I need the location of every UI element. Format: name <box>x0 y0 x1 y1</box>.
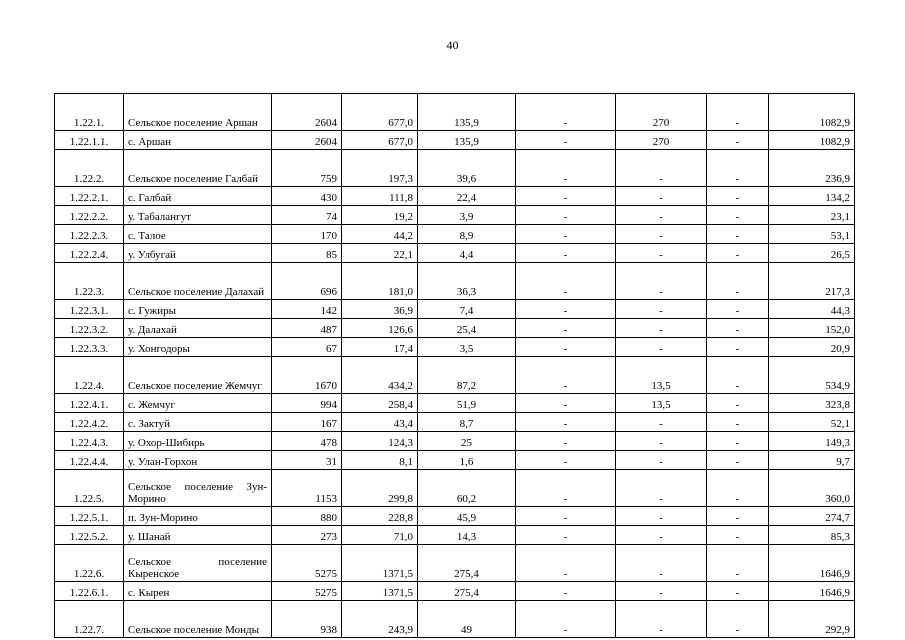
value-cell-5: - <box>707 131 769 150</box>
value-cell-2: 25 <box>418 432 516 451</box>
value-cell-1: 43,4 <box>342 413 418 432</box>
total-cell: 292,9 <box>769 601 855 638</box>
value-cell-2: 36,3 <box>418 263 516 300</box>
value-cell-1: 111,8 <box>342 187 418 206</box>
value-cell-2: 135,9 <box>418 94 516 131</box>
value-cell-5: - <box>707 432 769 451</box>
value-cell-3: - <box>516 206 616 225</box>
population-cell: 167 <box>272 413 342 432</box>
total-cell: 44,3 <box>769 300 855 319</box>
total-cell: 52,1 <box>769 413 855 432</box>
value-cell-4: - <box>616 413 707 432</box>
code-cell: 1.22.5.2. <box>55 526 124 545</box>
table-row <box>55 150 855 187</box>
value-cell-2: 4,4 <box>418 244 516 263</box>
value-cell-2: 135,9 <box>418 131 516 150</box>
value-cell-3: - <box>516 187 616 206</box>
name-cell: с. Гужиры <box>124 300 272 319</box>
table-row <box>55 413 855 432</box>
value-cell-3: - <box>516 582 616 601</box>
table-row <box>55 187 855 206</box>
value-cell-5: - <box>707 206 769 225</box>
population-cell: 85 <box>272 244 342 263</box>
value-cell-5: - <box>707 451 769 470</box>
value-cell-4: - <box>616 225 707 244</box>
value-cell-5: - <box>707 300 769 319</box>
value-cell-4: 270 <box>616 131 707 150</box>
value-cell-1: 8,1 <box>342 451 418 470</box>
code-cell: 1.22.5.1. <box>55 507 124 526</box>
code-cell: 1.22.6.1. <box>55 582 124 601</box>
value-cell-5: - <box>707 225 769 244</box>
value-cell-1: 677,0 <box>342 94 418 131</box>
value-cell-5: - <box>707 338 769 357</box>
value-cell-5: - <box>707 244 769 263</box>
name-cell: у. Охор-Шибирь <box>124 432 272 451</box>
value-cell-1: 71,0 <box>342 526 418 545</box>
value-cell-3: - <box>516 526 616 545</box>
value-cell-3: - <box>516 432 616 451</box>
value-cell-2: 14,3 <box>418 526 516 545</box>
total-cell: 1082,9 <box>769 94 855 131</box>
code-cell: 1.22.4.4. <box>55 451 124 470</box>
value-cell-3: - <box>516 545 616 582</box>
value-cell-5: - <box>707 526 769 545</box>
total-cell: 236,9 <box>769 150 855 187</box>
value-cell-1: 434,2 <box>342 357 418 394</box>
table-row <box>55 601 855 638</box>
total-cell: 149,3 <box>769 432 855 451</box>
code-cell: 1.22.7. <box>55 601 124 638</box>
value-cell-4: - <box>616 206 707 225</box>
value-cell-1: 299,8 <box>342 470 418 507</box>
value-cell-2: 60,2 <box>418 470 516 507</box>
value-cell-1: 1371,5 <box>342 545 418 582</box>
code-cell: 1.22.1.1. <box>55 131 124 150</box>
table-row <box>55 394 855 413</box>
code-cell: 1.22.3.1. <box>55 300 124 319</box>
population-cell: 938 <box>272 601 342 638</box>
value-cell-2: 3,5 <box>418 338 516 357</box>
table-row <box>55 357 855 394</box>
value-cell-4: - <box>616 526 707 545</box>
value-cell-5: - <box>707 319 769 338</box>
value-cell-2: 3,9 <box>418 206 516 225</box>
population-cell: 1670 <box>272 357 342 394</box>
total-cell: 217,3 <box>769 263 855 300</box>
population-cell: 487 <box>272 319 342 338</box>
table-row <box>55 94 855 131</box>
population-cell: 74 <box>272 206 342 225</box>
total-cell: 23,1 <box>769 206 855 225</box>
total-cell: 323,8 <box>769 394 855 413</box>
code-cell: 1.22.1. <box>55 94 124 131</box>
value-cell-4: - <box>616 507 707 526</box>
value-cell-4: 13,5 <box>616 394 707 413</box>
value-cell-4: - <box>616 601 707 638</box>
value-cell-4: - <box>616 150 707 187</box>
value-cell-4: - <box>616 470 707 507</box>
total-cell: 1082,9 <box>769 131 855 150</box>
value-cell-1: 181,0 <box>342 263 418 300</box>
value-cell-4: - <box>616 263 707 300</box>
value-cell-4: - <box>616 338 707 357</box>
table-row <box>55 470 855 507</box>
value-cell-4: - <box>616 319 707 338</box>
table-row <box>55 432 855 451</box>
table-body <box>55 94 855 638</box>
value-cell-5: - <box>707 394 769 413</box>
table-row <box>55 338 855 357</box>
population-cell: 142 <box>272 300 342 319</box>
value-cell-3: - <box>516 319 616 338</box>
total-cell: 534,9 <box>769 357 855 394</box>
value-cell-2: 8,9 <box>418 225 516 244</box>
value-cell-5: - <box>707 582 769 601</box>
total-cell: 85,3 <box>769 526 855 545</box>
name-cell: Сельское поселение Аршан <box>124 94 272 131</box>
table-row <box>55 131 855 150</box>
value-cell-5: - <box>707 470 769 507</box>
value-cell-1: 243,9 <box>342 601 418 638</box>
value-cell-4: - <box>616 300 707 319</box>
value-cell-3: - <box>516 263 616 300</box>
settlements-table <box>54 93 855 638</box>
total-cell: 360,0 <box>769 470 855 507</box>
value-cell-2: 51,9 <box>418 394 516 413</box>
value-cell-2: 25,4 <box>418 319 516 338</box>
value-cell-1: 22,1 <box>342 244 418 263</box>
value-cell-1: 126,6 <box>342 319 418 338</box>
value-cell-1: 1371,5 <box>342 582 418 601</box>
value-cell-5: - <box>707 150 769 187</box>
value-cell-1: 197,3 <box>342 150 418 187</box>
value-cell-4: - <box>616 187 707 206</box>
code-cell: 1.22.2.2. <box>55 206 124 225</box>
value-cell-2: 1,6 <box>418 451 516 470</box>
value-cell-5: - <box>707 507 769 526</box>
population-cell: 1153 <box>272 470 342 507</box>
code-cell: 1.22.4.3. <box>55 432 124 451</box>
population-cell: 67 <box>272 338 342 357</box>
population-cell: 2604 <box>272 131 342 150</box>
code-cell: 1.22.2.3. <box>55 225 124 244</box>
table-row <box>55 263 855 300</box>
code-cell: 1.22.4.2. <box>55 413 124 432</box>
value-cell-5: - <box>707 601 769 638</box>
total-cell: 20,9 <box>769 338 855 357</box>
value-cell-3: - <box>516 394 616 413</box>
code-cell: 1.22.2.1. <box>55 187 124 206</box>
population-cell: 759 <box>272 150 342 187</box>
value-cell-2: 275,4 <box>418 545 516 582</box>
name-cell: Сельское поселение Зун-Морино <box>124 470 272 507</box>
name-cell: п. Зун-Морино <box>124 507 272 526</box>
value-cell-1: 17,4 <box>342 338 418 357</box>
name-cell: Сельское поселение Далахай <box>124 263 272 300</box>
total-cell: 1646,9 <box>769 582 855 601</box>
value-cell-2: 45,9 <box>418 507 516 526</box>
value-cell-4: - <box>616 545 707 582</box>
value-cell-5: - <box>707 263 769 300</box>
code-cell: 1.22.4.1. <box>55 394 124 413</box>
name-cell: у. Далахай <box>124 319 272 338</box>
code-cell: 1.22.5. <box>55 470 124 507</box>
population-cell: 5275 <box>272 582 342 601</box>
name-cell: с. Галбай <box>124 187 272 206</box>
total-cell: 134,2 <box>769 187 855 206</box>
value-cell-3: - <box>516 413 616 432</box>
value-cell-3: - <box>516 150 616 187</box>
name-cell: у. Хонгодоры <box>124 338 272 357</box>
value-cell-1: 677,0 <box>342 131 418 150</box>
value-cell-4: - <box>616 451 707 470</box>
table-row <box>55 582 855 601</box>
table-row <box>55 526 855 545</box>
population-cell: 31 <box>272 451 342 470</box>
value-cell-1: 258,4 <box>342 394 418 413</box>
name-cell: Сельское поселение Жемчуг <box>124 357 272 394</box>
table-row <box>55 300 855 319</box>
value-cell-3: - <box>516 357 616 394</box>
total-cell: 152,0 <box>769 319 855 338</box>
value-cell-1: 36,9 <box>342 300 418 319</box>
population-cell: 478 <box>272 432 342 451</box>
code-cell: 1.22.2.4. <box>55 244 124 263</box>
name-cell: с. Зактуй <box>124 413 272 432</box>
value-cell-2: 275,4 <box>418 582 516 601</box>
population-cell: 696 <box>272 263 342 300</box>
name-cell: у. Улбугай <box>124 244 272 263</box>
value-cell-2: 22,4 <box>418 187 516 206</box>
table-row <box>55 206 855 225</box>
population-cell: 273 <box>272 526 342 545</box>
name-cell: Сельское поселение Галбай <box>124 150 272 187</box>
total-cell: 26,5 <box>769 244 855 263</box>
value-cell-4: - <box>616 582 707 601</box>
population-cell: 170 <box>272 225 342 244</box>
value-cell-1: 228,8 <box>342 507 418 526</box>
value-cell-4: - <box>616 244 707 263</box>
population-cell: 880 <box>272 507 342 526</box>
name-cell: с. Кырен <box>124 582 272 601</box>
value-cell-3: - <box>516 225 616 244</box>
value-cell-1: 19,2 <box>342 206 418 225</box>
population-cell: 994 <box>272 394 342 413</box>
code-cell: 1.22.3.2. <box>55 319 124 338</box>
table-row <box>55 545 855 582</box>
table-row <box>55 319 855 338</box>
value-cell-3: - <box>516 601 616 638</box>
page-number: 40 <box>446 38 459 52</box>
total-cell: 9,7 <box>769 451 855 470</box>
code-cell: 1.22.3.3. <box>55 338 124 357</box>
value-cell-1: 44,2 <box>342 225 418 244</box>
value-cell-2: 7,4 <box>418 300 516 319</box>
value-cell-4: - <box>616 432 707 451</box>
value-cell-4: 270 <box>616 94 707 131</box>
value-cell-3: - <box>516 300 616 319</box>
name-cell: с. Жемчуг <box>124 394 272 413</box>
total-cell: 53,1 <box>769 225 855 244</box>
value-cell-3: - <box>516 131 616 150</box>
value-cell-3: - <box>516 338 616 357</box>
code-cell: 1.22.6. <box>55 545 124 582</box>
value-cell-5: - <box>707 357 769 394</box>
value-cell-3: - <box>516 451 616 470</box>
value-cell-1: 124,3 <box>342 432 418 451</box>
name-cell: с. Аршан <box>124 131 272 150</box>
population-cell: 5275 <box>272 545 342 582</box>
value-cell-2: 87,2 <box>418 357 516 394</box>
value-cell-3: - <box>516 94 616 131</box>
code-cell: 1.22.3. <box>55 263 124 300</box>
name-cell: с. Талое <box>124 225 272 244</box>
value-cell-3: - <box>516 244 616 263</box>
value-cell-4: 13,5 <box>616 357 707 394</box>
name-cell: Сельское поселение Кыренское <box>124 545 272 582</box>
value-cell-2: 39,6 <box>418 150 516 187</box>
value-cell-5: - <box>707 545 769 582</box>
table-row <box>55 451 855 470</box>
table-row <box>55 225 855 244</box>
value-cell-2: 8,7 <box>418 413 516 432</box>
value-cell-3: - <box>516 507 616 526</box>
value-cell-5: - <box>707 413 769 432</box>
value-cell-2: 49 <box>418 601 516 638</box>
code-cell: 1.22.4. <box>55 357 124 394</box>
value-cell-5: - <box>707 94 769 131</box>
population-cell: 430 <box>272 187 342 206</box>
table-row <box>55 244 855 263</box>
population-cell: 2604 <box>272 94 342 131</box>
table-row <box>55 507 855 526</box>
name-cell: у. Шанай <box>124 526 272 545</box>
value-cell-3: - <box>516 470 616 507</box>
name-cell: у. Табалангут <box>124 206 272 225</box>
total-cell: 274,7 <box>769 507 855 526</box>
name-cell: Сельское поселение Монды <box>124 601 272 638</box>
code-cell: 1.22.2. <box>55 150 124 187</box>
name-cell: у. Улан-Горхон <box>124 451 272 470</box>
total-cell: 1646,9 <box>769 545 855 582</box>
value-cell-5: - <box>707 187 769 206</box>
